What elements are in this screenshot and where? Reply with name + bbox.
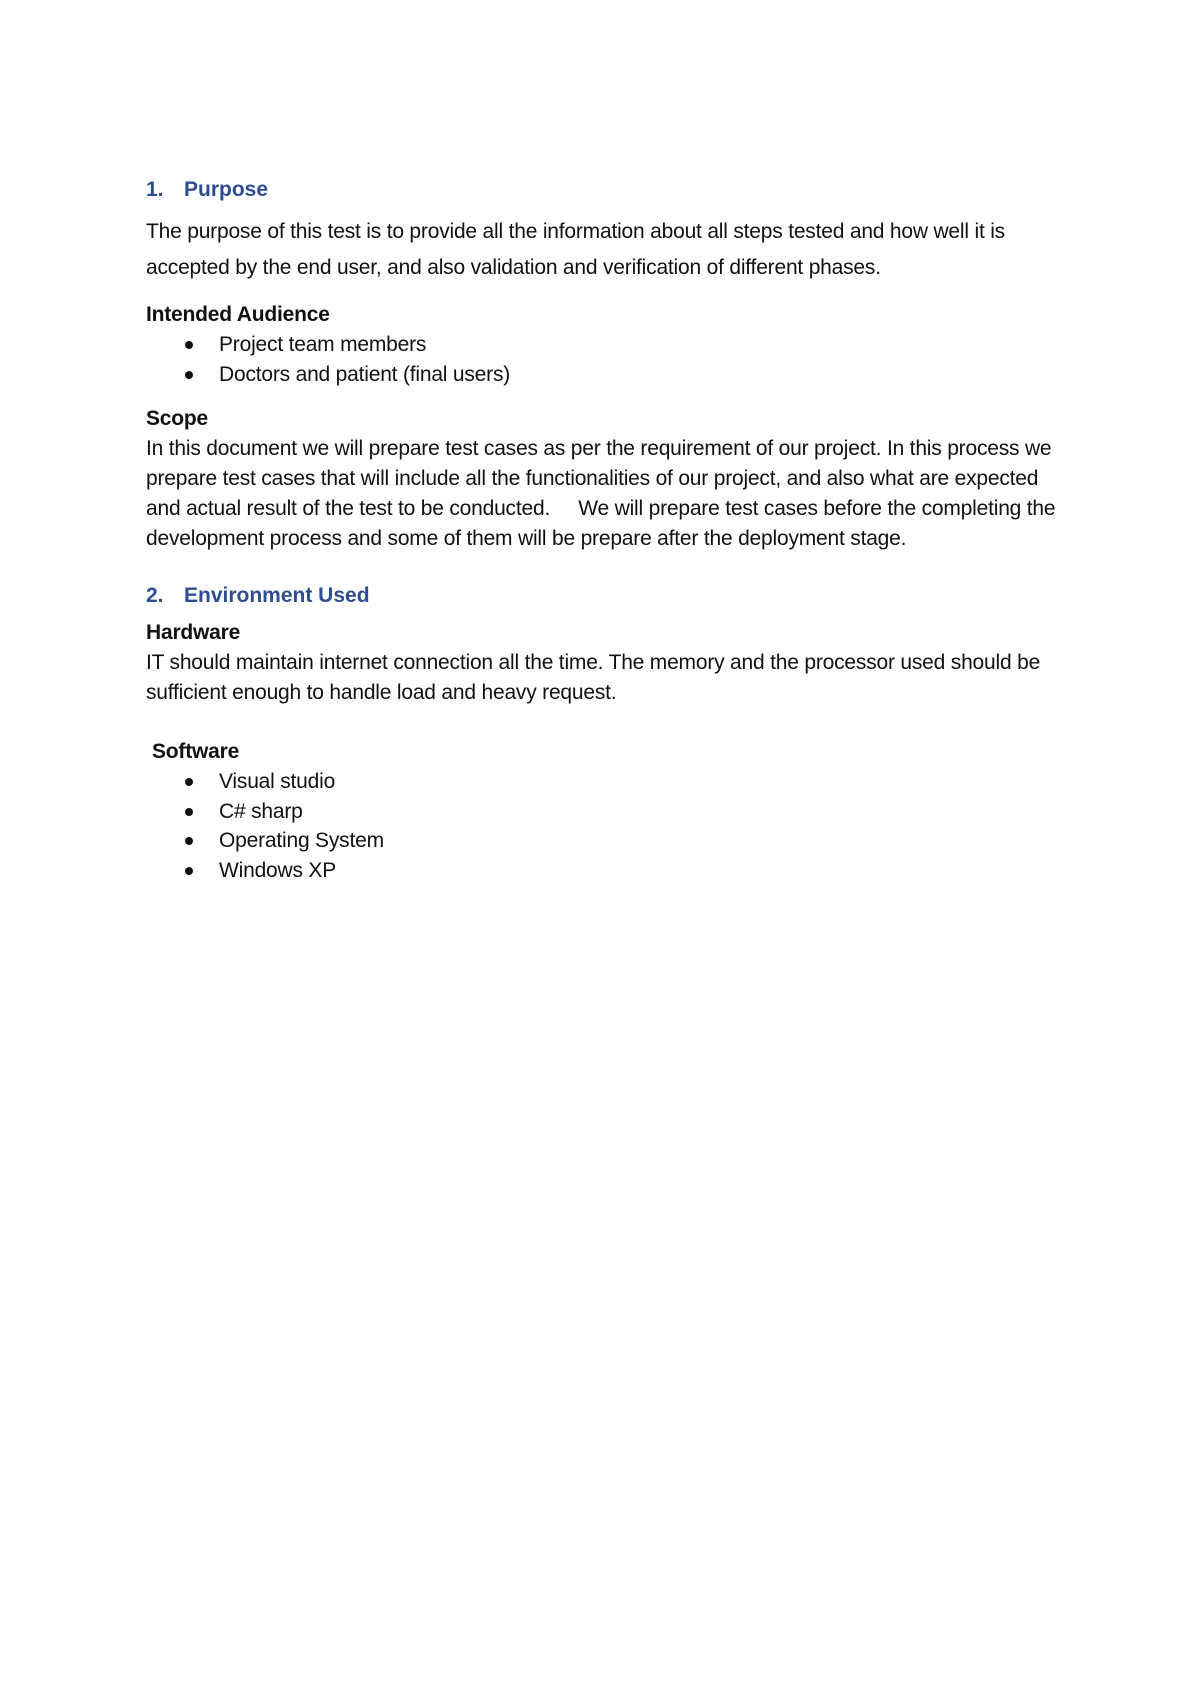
hardware-paragraph: IT should maintain internet connection all the time. The memory and the processor used should be sufficient enough to handle load and heavy request.: [146, 651, 1041, 704]
bullet-icon: [185, 778, 193, 786]
list-item: [146, 856, 1076, 886]
list-item: [146, 767, 1076, 797]
purpose-paragraph: The purpose of this test is to provide all the information about all steps tested and how well it is accepted by the end user, and also validation and verification of different phases.: [146, 220, 1005, 279]
scope-paragraph: In this document we will prepare test cases as per the requirement of our project. In this process we prepare test cases that will include all the functionalities of our project, and also what are expected and actual result of the test to be conducted. We will prepare test cases before the completing the development process and some of them will be prepare after the deployment stage.: [146, 437, 1062, 550]
list-item-label: Doctors and patient (final users): [219, 362, 511, 386]
list-item-label: Operating System: [219, 829, 384, 852]
list-item: [146, 797, 1076, 827]
bullet-icon: [185, 371, 193, 379]
list-item-label: C# sharp: [219, 799, 303, 823]
bullet-icon: [185, 837, 193, 845]
list-item-label: Visual studio: [219, 770, 336, 793]
software-heading: Software: [152, 740, 240, 763]
scope-heading: Scope: [146, 407, 209, 430]
software-list: [146, 767, 1076, 885]
list-item-label: Windows XP: [219, 858, 337, 882]
list-item: [146, 360, 1076, 390]
environment-heading-title: Environment Used: [184, 584, 370, 607]
list-item: [146, 826, 1076, 856]
document-page: [146, 178, 1076, 885]
list-item-label: Project team members: [219, 333, 427, 356]
list-item: [146, 330, 1076, 360]
hardware-heading: Hardware: [146, 621, 241, 644]
bullet-icon: [185, 867, 193, 875]
purpose-heading-title: Purpose: [184, 178, 269, 201]
environment-heading: [146, 584, 1076, 608]
purpose-heading: [146, 178, 1076, 202]
bullet-icon: [185, 341, 193, 349]
purpose-heading-number: 1.: [146, 178, 164, 201]
bullet-icon: [185, 808, 193, 816]
intended-audience-list: [146, 330, 1076, 389]
intended-audience-heading: Intended Audience: [146, 303, 330, 326]
environment-heading-number: 2.: [146, 584, 164, 607]
